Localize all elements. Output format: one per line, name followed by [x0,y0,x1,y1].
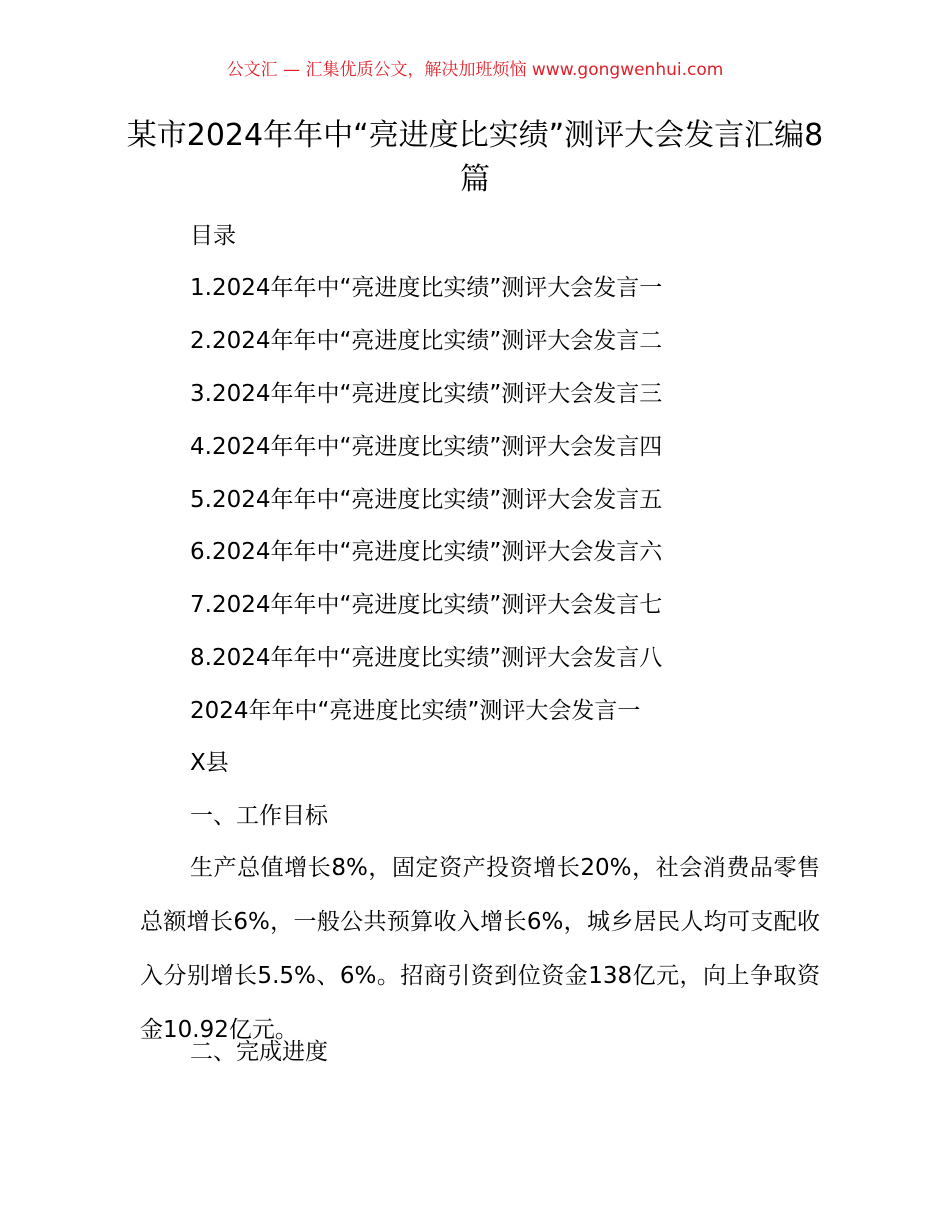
toc-item-1: 1.2024年年中“亮进度比实绩”测评大会发言一 [190,275,663,301]
paragraph-work-goals: 生产总值增长8%，固定资产投资增长20%，社会消费品零售总额增长6%，一般公共预算收入增长6%，城乡居民人均可支配收入分别增长5.5%、6%。招商引资到位资金138亿元，向上争取资金10.92亿元。 [140,855,820,1043]
toc-item-8: 8.2024年年中“亮进度比实绩”测评大会发言八 [190,645,663,671]
toc-item-5: 5.2024年年中“亮进度比实绩”测评大会发言五 [190,487,663,513]
toc-item-7: 7.2024年年中“亮进度比实绩”测评大会发言七 [190,592,663,618]
site-banner[interactable]: 公文汇 — 汇集优质公文，解决加班烦恼 www.gongwenhui.com [226,60,724,80]
toc-item-2: 2.2024年年中“亮进度比实绩”测评大会发言二 [190,328,663,354]
subheading-progress: 二、完成进度 [190,1039,328,1065]
section-heading: 2024年年中“亮进度比实绩”测评大会发言一 [190,698,641,724]
toc-heading: 目录 [190,223,236,249]
toc-item-6: 6.2024年年中“亮进度比实绩”测评大会发言六 [190,539,663,565]
toc-item-4: 4.2024年年中“亮进度比实绩”测评大会发言四 [190,434,663,460]
subheading-work-goals: 一、工作目标 [190,803,328,829]
county-label: X县 [190,750,229,776]
document-title: 某市2024年年中“亮进度比实绩”测评大会发言汇编8篇 [126,118,824,197]
toc-item-3: 3.2024年年中“亮进度比实绩”测评大会发言三 [190,381,663,407]
